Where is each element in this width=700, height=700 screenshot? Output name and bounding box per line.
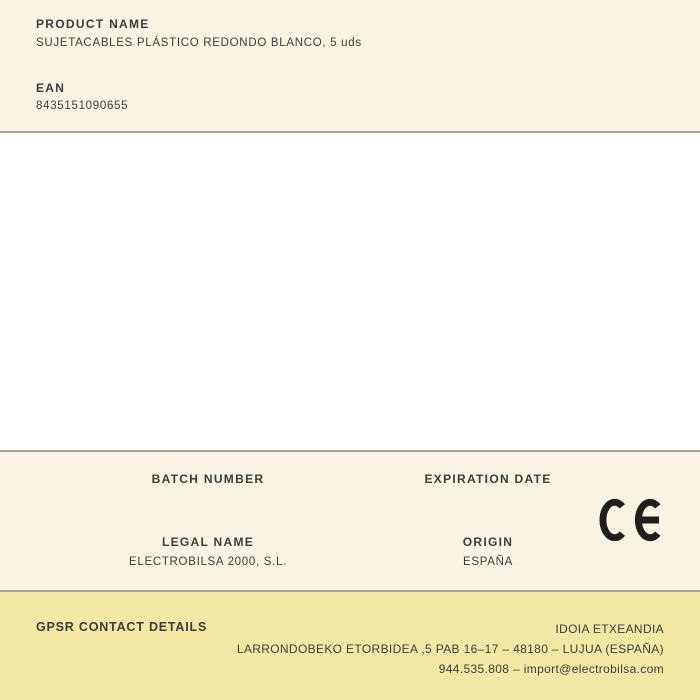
details-left-column <box>58 452 358 590</box>
origin-label: ORIGIN <box>462 535 514 549</box>
product-name-value: SUJETACABLES PLÁSTICO REDONDO BLANCO, 5 uds <box>36 37 362 49</box>
ean-value: 8435151090655 <box>36 100 129 112</box>
batch-number-label: BATCH NUMBER <box>151 472 265 486</box>
blank-image-panel <box>0 131 700 452</box>
ean-label: EAN <box>36 81 66 95</box>
details-section <box>0 452 700 590</box>
gpsr-contact-label: GPSR CONTACT DETAILS <box>36 620 208 634</box>
legal-name-value: ELECTROBILSA 2000, S.L. <box>128 556 287 568</box>
details-right-column <box>338 452 638 590</box>
product-info-section <box>0 0 700 131</box>
contact-phone-email: 944.535.808 – import@electrobilsa.com <box>438 662 664 676</box>
contact-address: LARRONDOBEKO ETORBIDEA ,5 PAB 16–17 – 48180 – LUJUA (ESPAÑA) <box>236 642 664 656</box>
origin-value: ESPAÑA <box>462 556 513 568</box>
ce-marking-icon <box>599 497 663 543</box>
contact-name: IDOIA ETXEANDIA <box>555 622 664 636</box>
gpsr-contact-section <box>0 590 700 700</box>
contact-block <box>237 619 664 679</box>
legal-name-label: LEGAL NAME <box>161 535 255 549</box>
expiration-date-label: EXPIRATION DATE <box>424 472 552 486</box>
product-name-label: PRODUCT NAME <box>36 17 150 31</box>
